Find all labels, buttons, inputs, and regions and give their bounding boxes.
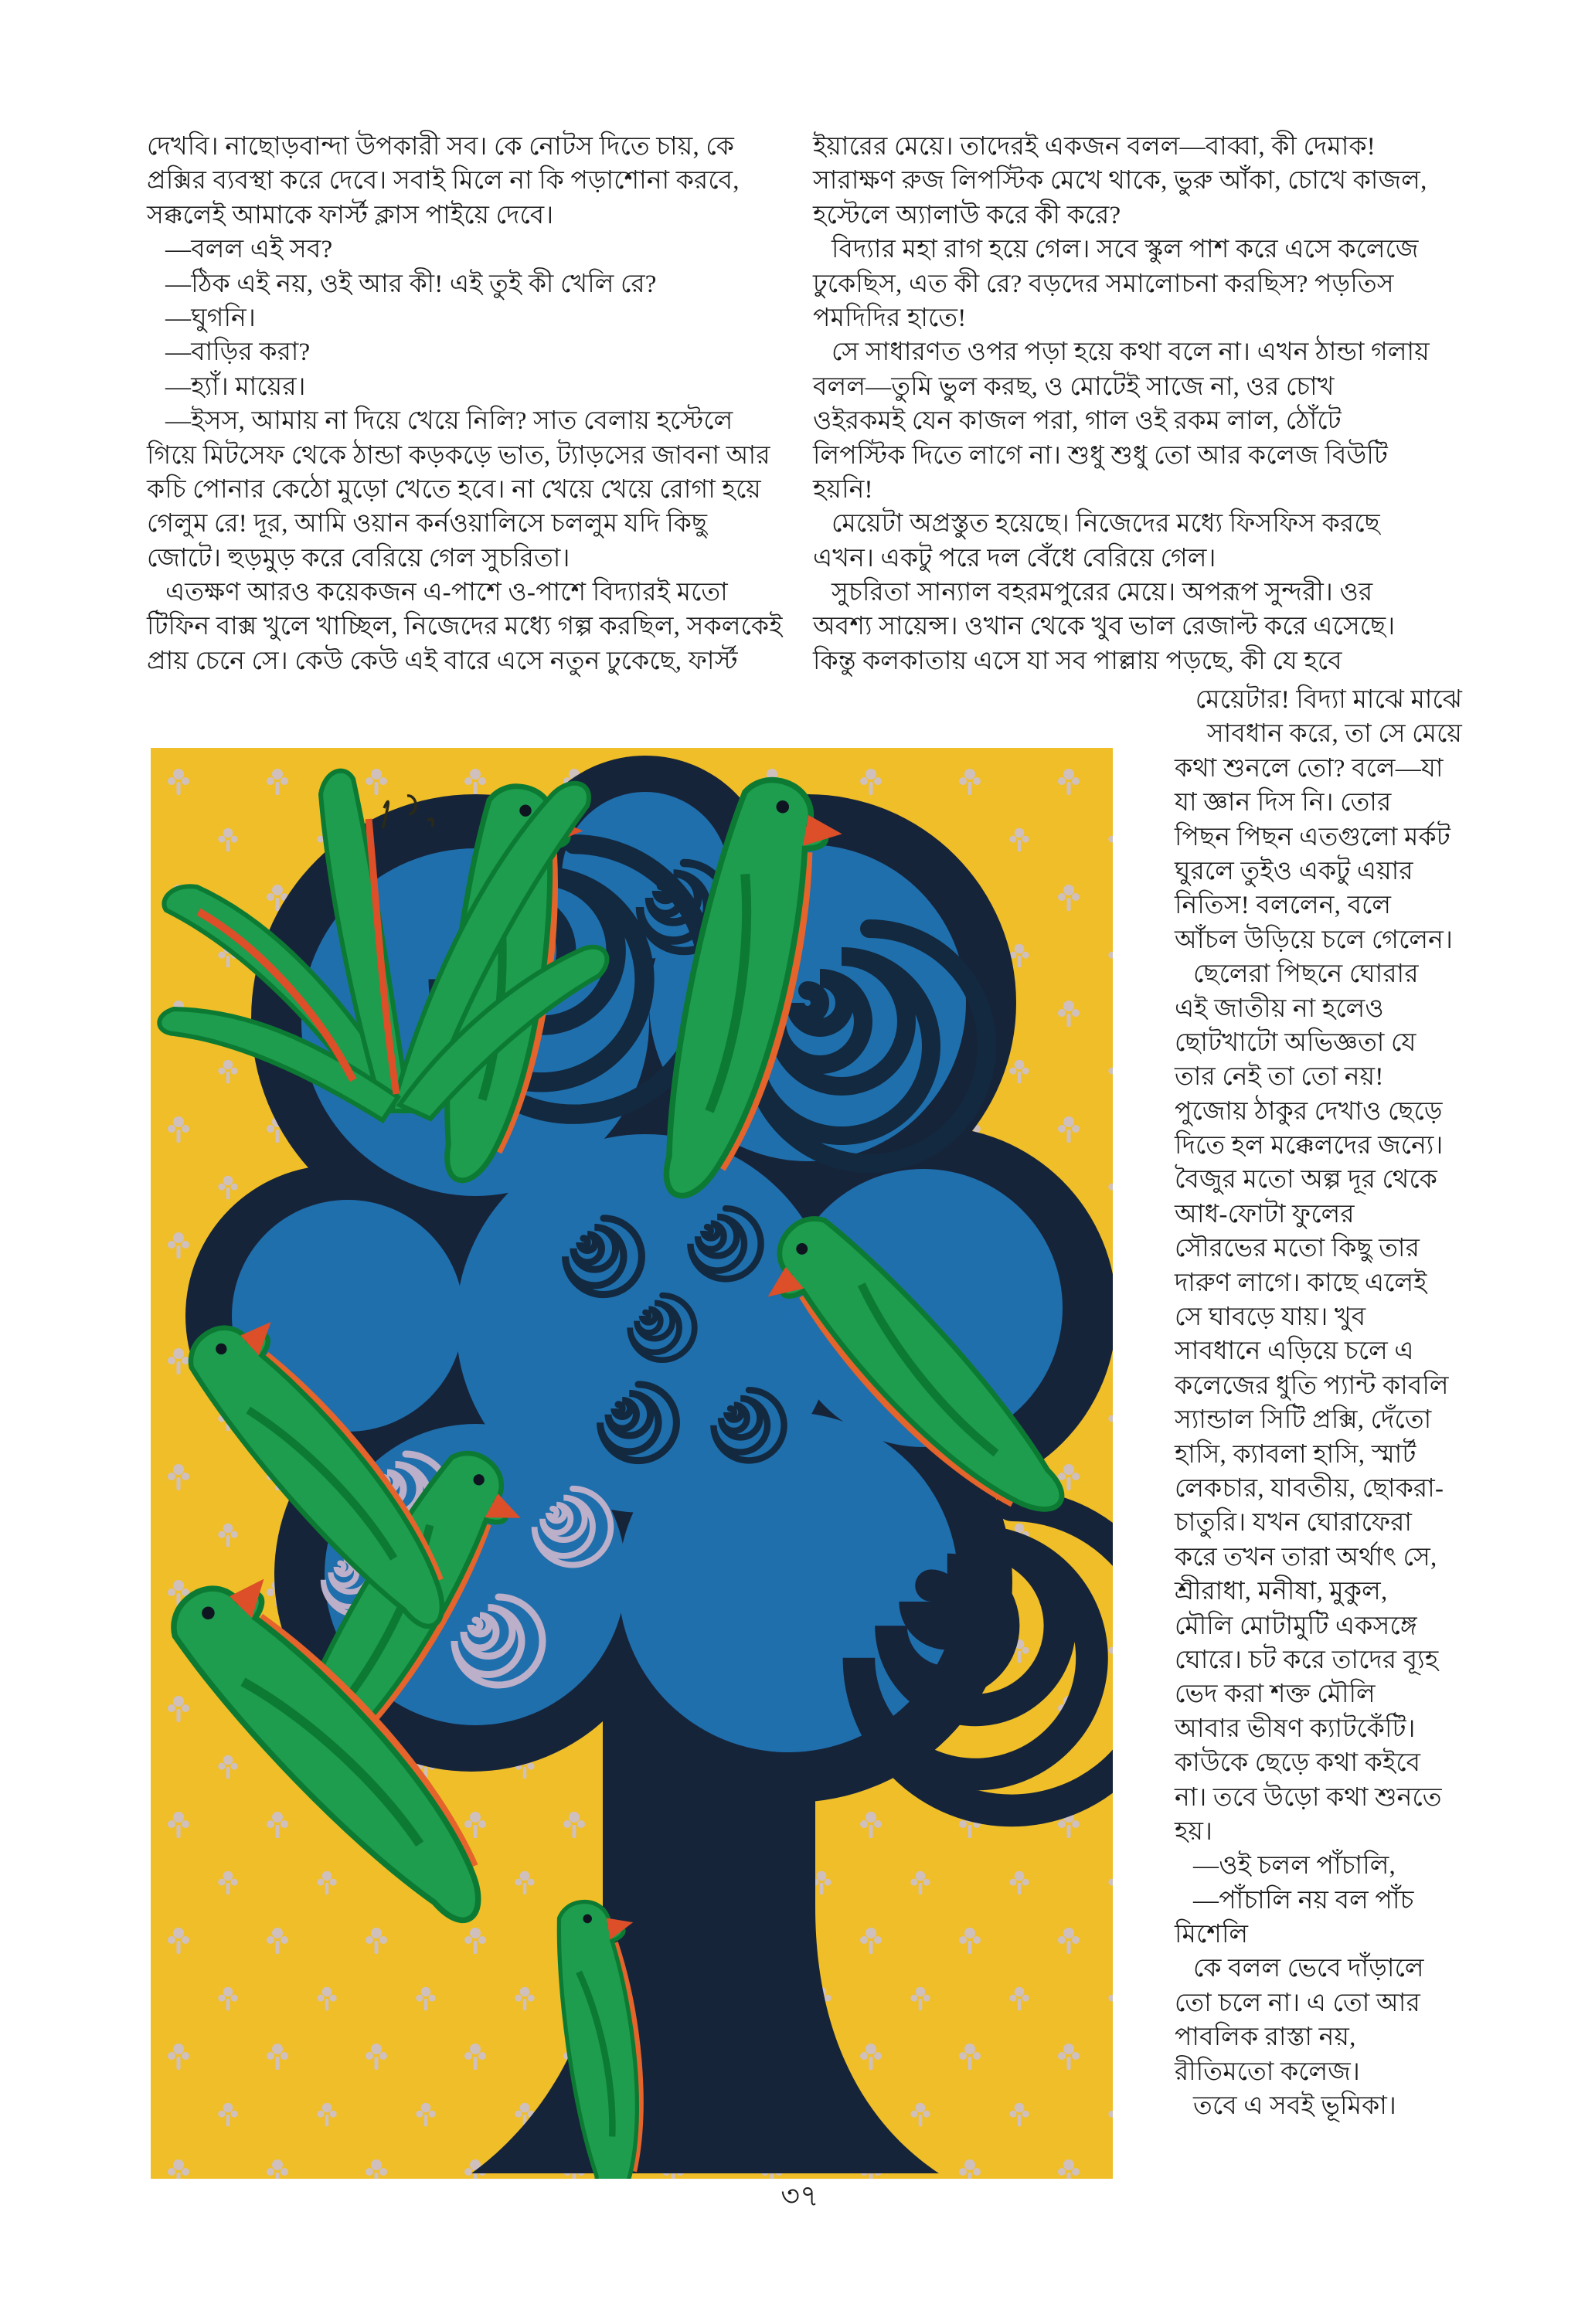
text-line: দিতে হল মক্কেলদের জন্যে। <box>1175 1132 1444 1160</box>
text-line: দারুণ লাগে। কাছে এলেই <box>1175 1269 1427 1297</box>
text-line: ইয়ারের মেয়ে। তাদেরই একজন বলল—বাব্বা, কী দেমাক! <box>813 133 1376 161</box>
text-line: দেখবি। নাছোড়বান্দা উপকারী সব। কে নোটস দিতে চায়, কে <box>147 133 735 161</box>
text-line: প্রক্সির ব্যবস্থা করে দেবে। সবাই মিলে না কি পড়াশোনা করবে, <box>147 167 740 195</box>
text-line: কিন্তু কলকাতায় এসে যা সব পাল্লায় পড়ছে, কী যে হবে <box>813 647 1342 675</box>
text-line: তবে এ সবই ভূমিকা। <box>1193 2092 1396 2121</box>
text-line: সারাক্ষণ রুজ লিপস্টিক মেখে থাকে, ভুরু আঁকা, চোখে কাজল, <box>813 167 1427 195</box>
text-line: ঢুকেছিস, এত কী রে? বড়দের সমালোচনা করছিস? পড়তিস <box>813 270 1394 298</box>
text-line: না। তবে উড়ো কথা শুনতে <box>1175 1783 1442 1812</box>
text-line: গিয়ে মিটসেফ থেকে ঠান্ডা কড়কড়ে ভাত, ট্যাড়সের জাবনা আর <box>147 441 770 470</box>
text-line: কচি পোনার কেঠো মুড়ো খেতে হবে। না খেয়ে খেয়ে রোগা হয়ে <box>147 475 761 504</box>
text-line: —বলল এই সব? <box>165 236 333 264</box>
text-line: —ঘুগনি। <box>165 304 256 332</box>
text-line: যা জ্ঞান দিস নি। তোর <box>1175 789 1392 817</box>
text-line: —ঠিক এই নয়, ওই আর কী! এই তুই কী খেলি রে? <box>165 270 657 298</box>
text-line: অবশ্য সায়েন্স। ওখান থেকে খুব ভাল রেজাল্ট করে এসেছে। <box>813 613 1396 641</box>
text-line: প্রায় চেনে সে। কেউ কেউ এই বারে এসে নতুন ঢুকেছে, ফার্স্ট <box>147 647 738 675</box>
text-line: গেলুম রে! দূর, আমি ওয়ান কর্নওয়ালিসে চললুম যদি কিছু <box>147 510 708 539</box>
text-line: নিতিস! বললেন, বলে <box>1175 892 1392 920</box>
text-line: কথা শুনলে তো? বলে—যা <box>1175 754 1444 783</box>
text-line: পিছন পিছন এতগুলো মর্কট <box>1175 823 1450 851</box>
text-line: ছেলেরা পিছনে ঘোরার <box>1193 960 1419 989</box>
text-line: —হ্যাঁ। মায়ের। <box>165 372 306 401</box>
text-line: পুজোয় ঠাকুর দেখাও ছেড়ে <box>1175 1097 1443 1126</box>
text-line: কে বলল ভেবে দাঁড়ালে <box>1193 1955 1424 1983</box>
text-line: এতক্ষণ আরও কয়েকজন এ-পাশে ও-পাশে বিদ্যারই মতো <box>165 579 728 607</box>
page-number: ৩৭ <box>780 2180 819 2213</box>
text-line: —ইসস, আমায় না দিয়ে খেয়ে নিলি? সাত বেলায় হস্টেলে <box>165 407 733 436</box>
text-line: লেকচার, যাবতীয়, ছোকরা- <box>1175 1474 1444 1503</box>
text-line: হস্টেলে অ্যালাউ করে কী করে? <box>813 201 1121 229</box>
text-line: হয়। <box>1175 1817 1213 1846</box>
text-line: স্যান্ডাল সিটি প্রক্সি, দেঁতো <box>1175 1406 1432 1435</box>
text-line: আধ-ফোটা ফুলের <box>1175 1200 1355 1228</box>
text-line: জোটে। হুড়মুড় করে বেরিয়ে গেল সুচরিতা। <box>147 544 570 573</box>
illustration-painting <box>151 748 1113 2179</box>
text-line: পাবলিক রাস্তা নয়, <box>1175 2023 1356 2052</box>
text-line: কলেজের ধুতি প্যান্ট কাবলি <box>1175 1371 1449 1400</box>
text-line: সাবধান করে, তা সে মেয়ে <box>1206 720 1462 749</box>
text-line: কাউকে ছেড়ে কথা কইবে <box>1175 1749 1421 1778</box>
text-line: সক্কলেই আমাকে ফার্স্ট ক্লাস পাইয়ে দেবে। <box>147 201 554 229</box>
text-line: চাতুরি। যখন ঘোরাফেরা <box>1175 1509 1413 1537</box>
text-line: বিদ্যার মহা রাগ হয়ে গেল। সবে স্কুল পাশ করে এসে কলেজে <box>832 236 1419 264</box>
text-line: লিপস্টিক দিতে লাগে না। শুধু শুধু তো আর কলেজ বিউটি <box>813 441 1389 470</box>
text-line: টিফিন বাক্স খুলে খাচ্ছিল, নিজেদের মধ্যে গল্প করছিল, সকলকেই <box>147 613 783 641</box>
text-line: সে সাধারণত ওপর পড়া হয়ে কথা বলে না। এখন ঠান্ডা গলায় <box>832 338 1430 367</box>
text-line: ওইরকমই যেন কাজল পরা, গাল ওই রকম লাল, ঠোঁটে <box>813 407 1342 436</box>
text-line: ঘুরলে তুইও একটু এয়ার <box>1175 857 1413 885</box>
text-line: মৌলি মোটামুটি একসঙ্গে <box>1175 1612 1417 1640</box>
text-line: তো চলে না। এ তো আর <box>1175 1989 1420 2017</box>
text-column-left <box>147 130 788 678</box>
text-line: —ওই চলল পাঁচালি, <box>1193 1852 1396 1881</box>
text-line: —পাঁচালি নয় বল পাঁচ <box>1193 1886 1414 1915</box>
text-line: রীতিমতো কলেজ। <box>1175 2057 1361 2086</box>
text-line: শ্রীরাধা, মনীষা, মুকুল, <box>1175 1578 1388 1606</box>
text-line: মেয়েটার! বিদ্যা মাঝে মাঝে <box>1195 686 1462 714</box>
text-line: তার নেই তা তো নয়! <box>1175 1063 1384 1092</box>
text-line: ভেদ করা শক্ত মৌলি <box>1175 1680 1376 1709</box>
text-line: করে তখন তারা অর্থাৎ সে, <box>1175 1543 1437 1571</box>
text-line: ছোটখাটো অভিজ্ঞতা যে <box>1175 1028 1416 1057</box>
text-column-narrow <box>1175 683 1462 2123</box>
text-line: হাসি, ক্যাবলা হাসি, স্মার্ট <box>1175 1440 1416 1469</box>
text-line: সুচরিতা সান্যাল বহরমপুরের মেয়ে। অপরূপ সুন্দরী। ওর <box>832 579 1373 607</box>
text-line: —বাড়ির করা? <box>165 338 311 367</box>
text-line: এই জাতীয় না হলেও <box>1175 994 1384 1023</box>
text-line: বলল—তুমি ভুল করছ, ও মোটেই সাজে না, ওর চোখ <box>813 372 1335 401</box>
text-line: সৌরভের মতো কিছু তার <box>1175 1235 1420 1263</box>
text-line: ঘোরে। চট করে তাদের ব্যূহ <box>1175 1646 1439 1674</box>
text-line: এখন। একটু পরে দল বেঁধে বেরিয়ে গেল। <box>813 544 1216 573</box>
text-line: সাবধানে এড়িয়ে চলে এ <box>1175 1337 1414 1366</box>
text-line: হয়নি! <box>813 475 873 504</box>
text-line: বৈজুর মতো অল্প দূর থেকে <box>1175 1166 1438 1194</box>
text-line: পমদিদির হাতে! <box>813 304 967 332</box>
painting-svg <box>151 748 1113 2179</box>
text-line: আবার ভীষণ ক্যাটকেঁটি। <box>1175 1714 1416 1743</box>
text-line: মেয়েটা অপ্রস্তুত হয়েছে। নিজেদের মধ্যে ফিসফিস করছে <box>832 510 1380 539</box>
text-line: সে ঘাবড়ে যায়। খুব <box>1175 1303 1366 1332</box>
text-line: আঁচল উড়িয়ে চলে গেলেন। <box>1175 926 1454 954</box>
text-line: মিশেলি <box>1175 1921 1249 1949</box>
text-column-right <box>813 130 1462 678</box>
